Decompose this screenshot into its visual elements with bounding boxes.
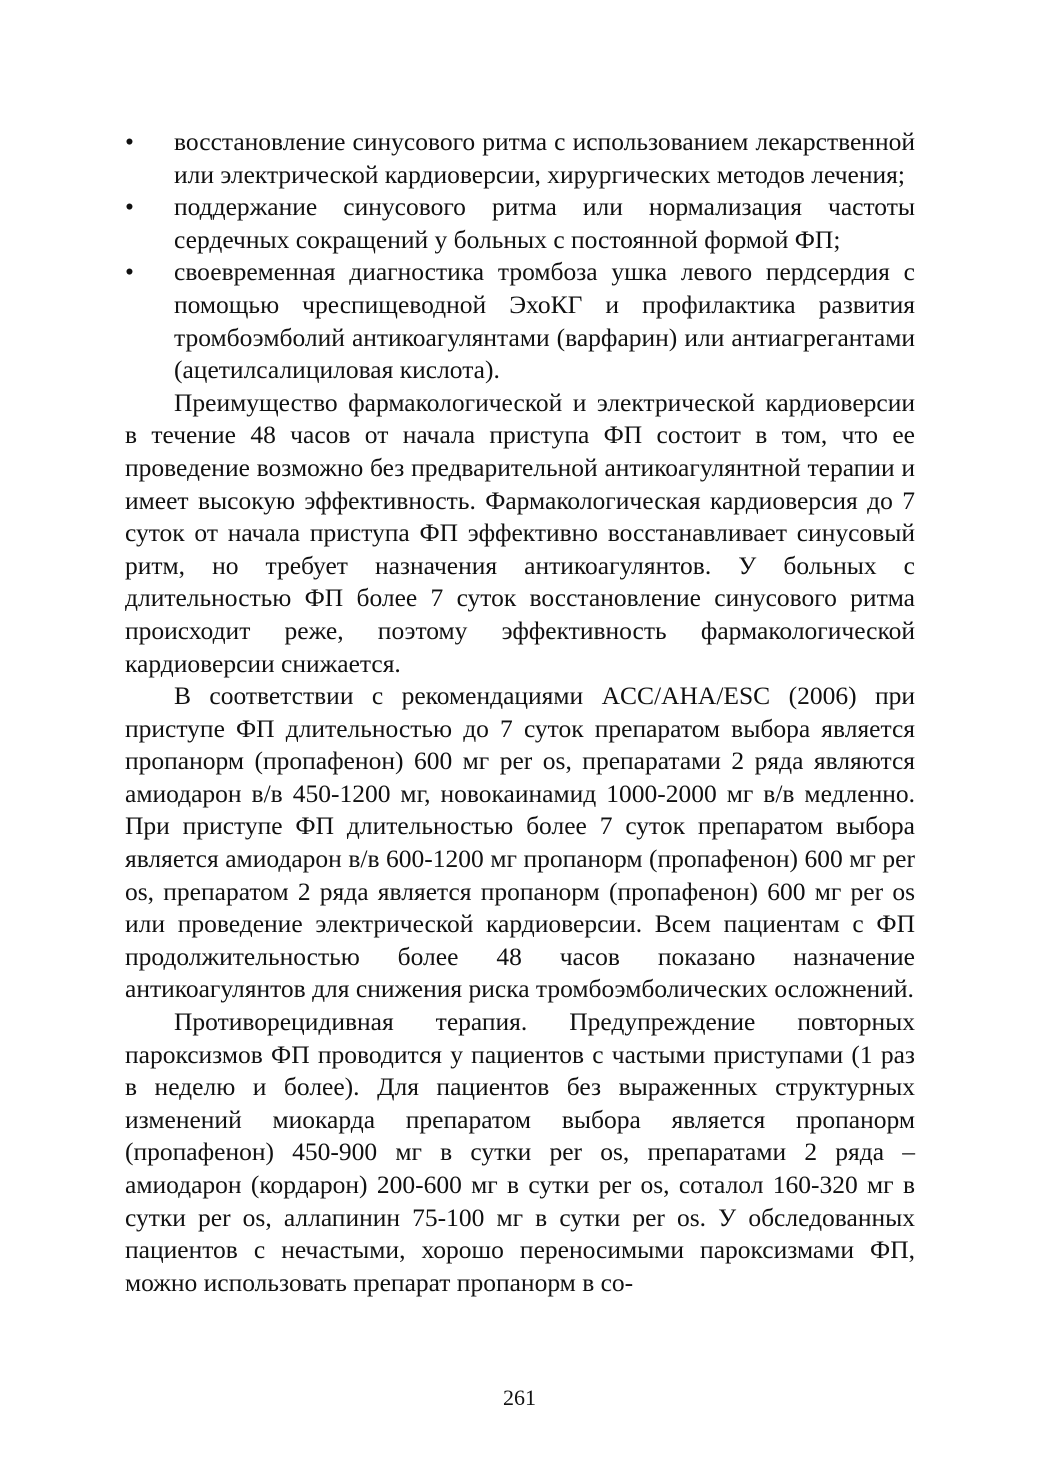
paragraph-antirelapse-therapy: Противорецидивная терапия. Предупреждение повторных пароксизмов ФП проводится у пациентов с частыми приступами (1 раз в неделю и более). Для пациентов без выраженных структурных изменений миокарда препаратом выбора является пропанорм (пропафенон) 450-900 мг в сутки per os, препаратами 2 ряда – амиодарон (кордарон) 200-600 мг в сутки per os, соталол 160-320 мг в сутки per os, аллапинин 75-100 мг в сутки per os. У обследованных пациентов с нечастыми, хорошо переносимыми пароксизмами ФП, можно использовать препарат пропанорм в со- <box>125 1007 915 1297</box>
bullet-marker: • <box>125 192 134 222</box>
bullet-marker: • <box>125 257 134 287</box>
paragraph-recommendations: В соответствии с рекомендациями ACC/AHA/ESC (2006) при приступе ФП длительностью до 7 суток препаратом выбора является пропанорм (пропафенон) 600 мг per os, препаратами 2 ряда являются амиодарон в/в 450-1200 мг, новокаинамид 1000-2000 мг в/в медленно. При приступе ФП длительностью более 7 суток препаратом выбора является амиодарон в/в 600-1200 мг пропанорм (пропафенон) 600 мг per os, препаратом 2 ряда является пропанорм (пропафенон) 600 мг per os или проведение электрической кардиоверсии. Всем пациентам с ФП продолжительностью более 48 часов показано назначение антикоагулянтов для снижения риска тромбоэмболических осложнений. <box>125 681 915 1004</box>
page-body <box>125 126 915 1299</box>
page-number: 261 <box>503 1385 536 1410</box>
list-item-text: своевременная диагностика тромбоза ушка левого пердсердия с помощью чреспищеводной ЭхоКГ и профилактика развития тромбоэмболий антикоагулянтами (варфарин) или антиагрегантами (ацетилсалициловая кислота). <box>174 257 915 385</box>
list-item <box>125 126 915 191</box>
bullet-list <box>125 126 915 387</box>
list-item <box>125 191 915 256</box>
bullet-marker: • <box>125 127 134 156</box>
list-item-text: восстановление синусового ритма с использованием лекарственной или электрической кардиоверсии, хирургических методов лечения; <box>174 127 915 189</box>
list-item <box>125 256 915 386</box>
paragraph-cardioversion-advantage: Преимущество фармакологической и электрической кардиоверсии в течение 48 часов от начала приступа ФП состоит в том, что ее проведение возможно без предварительной антикоагулянтной терапии и имеет высокую эффективность. Фармакологическая кардиоверсия до 7 суток от начала приступа ФП эффективно восстанавливает синусовый ритм, но требует назначения антикоагулянтов. У больных с длительностью ФП более 7 суток восстановление синусового ритма происходит реже, поэтому эффективность фармакологической кардиоверсии снижается. <box>125 387 915 678</box>
list-item-text: поддержание синусового ритма или нормализация частоты сердечных сокращений у больных с постоянной формой ФП; <box>174 192 915 254</box>
